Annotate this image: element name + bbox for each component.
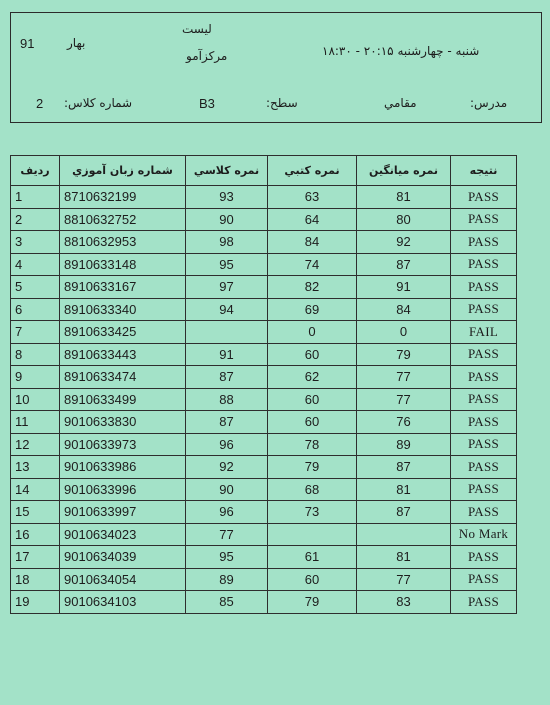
level-value: B3 <box>199 96 215 111</box>
result-cell: PASS <box>451 208 517 231</box>
table-body <box>11 186 517 614</box>
class-score-cell: 90 <box>186 208 268 231</box>
student-id-cell: 8910633148 <box>60 253 186 276</box>
written-score-cell <box>268 523 357 546</box>
row-number-cell: 1 <box>11 186 60 209</box>
header-average: نمره ميانگين <box>357 156 451 186</box>
table-row <box>11 276 517 299</box>
header-row-number: ردیف <box>11 156 60 186</box>
written-score-cell: 68 <box>268 478 357 501</box>
row-number-cell: 7 <box>11 321 60 344</box>
table-row <box>11 388 517 411</box>
table-row <box>11 591 517 614</box>
table-row <box>11 253 517 276</box>
year-value: 91 <box>20 36 35 51</box>
student-id-cell: 8910633499 <box>60 388 186 411</box>
scores-table <box>10 155 517 614</box>
row-number-cell: 16 <box>11 523 60 546</box>
student-id-cell: 9010634103 <box>60 591 186 614</box>
student-id-cell: 9010633986 <box>60 456 186 479</box>
class-score-cell: 95 <box>186 546 268 569</box>
table-row <box>11 343 517 366</box>
written-score-cell: 79 <box>268 591 357 614</box>
average-cell: 80 <box>357 208 451 231</box>
table-row <box>11 433 517 456</box>
written-score-cell: 84 <box>268 231 357 254</box>
header-result: نتيجه <box>451 156 517 186</box>
class-score-cell: 89 <box>186 568 268 591</box>
written-score-cell: 0 <box>268 321 357 344</box>
class-score-cell <box>186 321 268 344</box>
table-row <box>11 231 517 254</box>
class-score-cell: 90 <box>186 478 268 501</box>
row-number-cell: 8 <box>11 343 60 366</box>
table-row <box>11 501 517 524</box>
table-row <box>11 366 517 389</box>
result-cell: PASS <box>451 411 517 434</box>
result-cell: PASS <box>451 591 517 614</box>
student-id-cell: 9010633997 <box>60 501 186 524</box>
written-score-cell: 60 <box>268 388 357 411</box>
student-id-cell: 8910633340 <box>60 298 186 321</box>
student-id-cell: 9010634023 <box>60 523 186 546</box>
written-score-cell: 73 <box>268 501 357 524</box>
table-row <box>11 456 517 479</box>
average-cell: 81 <box>357 478 451 501</box>
list-label: لیست <box>182 22 212 36</box>
result-cell: PASS <box>451 478 517 501</box>
written-score-cell: 78 <box>268 433 357 456</box>
table-row <box>11 321 517 344</box>
result-cell: PASS <box>451 388 517 411</box>
row-number-cell: 3 <box>11 231 60 254</box>
student-id-cell: 8910633443 <box>60 343 186 366</box>
result-cell: PASS <box>451 366 517 389</box>
average-cell: 87 <box>357 501 451 524</box>
written-score-cell: 82 <box>268 276 357 299</box>
teacher-label: مدرس: <box>470 96 508 110</box>
average-cell: 76 <box>357 411 451 434</box>
table-row <box>11 523 517 546</box>
student-id-cell: 9010633830 <box>60 411 186 434</box>
class-score-cell: 97 <box>186 276 268 299</box>
written-score-cell: 60 <box>268 343 357 366</box>
class-score-cell: 96 <box>186 501 268 524</box>
row-number-cell: 2 <box>11 208 60 231</box>
written-score-cell: 61 <box>268 546 357 569</box>
result-cell: PASS <box>451 253 517 276</box>
row-number-cell: 14 <box>11 478 60 501</box>
student-id-cell: 9010633996 <box>60 478 186 501</box>
class-score-cell: 87 <box>186 411 268 434</box>
result-cell: FAIL <box>451 321 517 344</box>
average-cell: 77 <box>357 388 451 411</box>
average-cell: 89 <box>357 433 451 456</box>
row-number-cell: 6 <box>11 298 60 321</box>
table-row <box>11 546 517 569</box>
result-cell: PASS <box>451 433 517 456</box>
result-cell: PASS <box>451 546 517 569</box>
class-score-cell: 94 <box>186 298 268 321</box>
average-cell <box>357 523 451 546</box>
row-number-cell: 17 <box>11 546 60 569</box>
table-row <box>11 208 517 231</box>
student-id-cell: 9010633973 <box>60 433 186 456</box>
row-number-cell: 13 <box>11 456 60 479</box>
average-cell: 81 <box>357 186 451 209</box>
class-score-cell: 96 <box>186 433 268 456</box>
table-row <box>11 568 517 591</box>
table-row <box>11 411 517 434</box>
class-score-cell: 77 <box>186 523 268 546</box>
table-row <box>11 186 517 209</box>
row-number-cell: 18 <box>11 568 60 591</box>
header-student-id: شماره زبان آموزي <box>60 156 186 186</box>
row-number-cell: 9 <box>11 366 60 389</box>
student-id-cell: 8910633474 <box>60 366 186 389</box>
result-cell: PASS <box>451 501 517 524</box>
row-number-cell: 4 <box>11 253 60 276</box>
result-cell: PASS <box>451 276 517 299</box>
row-number-cell: 10 <box>11 388 60 411</box>
average-cell: 81 <box>357 546 451 569</box>
class-number-label: شماره کلاس: <box>64 96 133 110</box>
row-number-cell: 12 <box>11 433 60 456</box>
header-class-score: نمره کلاسي <box>186 156 268 186</box>
class-score-cell: 95 <box>186 253 268 276</box>
center-label: مرکزآمو <box>186 49 228 63</box>
written-score-cell: 63 <box>268 186 357 209</box>
class-score-cell: 92 <box>186 456 268 479</box>
row-number-cell: 5 <box>11 276 60 299</box>
table-header-row <box>11 156 517 186</box>
row-number-cell: 11 <box>11 411 60 434</box>
student-id-cell: 8810632752 <box>60 208 186 231</box>
header-written-score: نمره کتبي <box>268 156 357 186</box>
student-id-cell: 8910633167 <box>60 276 186 299</box>
class-score-cell: 93 <box>186 186 268 209</box>
student-id-cell: 9010634039 <box>60 546 186 569</box>
average-cell: 92 <box>357 231 451 254</box>
class-score-cell: 87 <box>186 366 268 389</box>
class-score-cell: 91 <box>186 343 268 366</box>
result-cell: PASS <box>451 456 517 479</box>
written-score-cell: 60 <box>268 411 357 434</box>
written-score-cell: 62 <box>268 366 357 389</box>
row-number-cell: 15 <box>11 501 60 524</box>
result-cell: PASS <box>451 568 517 591</box>
schedule-text: شنبه - چهارشنبه ۲۰:۱۵ - ۱۸:۳۰ <box>322 44 480 58</box>
student-id-cell: 9010634054 <box>60 568 186 591</box>
term-value: بهار <box>67 36 86 50</box>
class-score-cell: 98 <box>186 231 268 254</box>
level-label: سطح: <box>266 96 298 110</box>
result-cell: PASS <box>451 298 517 321</box>
average-cell: 87 <box>357 253 451 276</box>
student-id-cell: 8910633425 <box>60 321 186 344</box>
class-number-value: 2 <box>36 96 44 111</box>
written-score-cell: 64 <box>268 208 357 231</box>
student-id-cell: 8710632199 <box>60 186 186 209</box>
average-cell: 83 <box>357 591 451 614</box>
average-cell: 84 <box>357 298 451 321</box>
table-row <box>11 298 517 321</box>
average-cell: 79 <box>357 343 451 366</box>
average-cell: 91 <box>357 276 451 299</box>
result-cell: No Mark <box>451 523 517 546</box>
class-score-cell: 85 <box>186 591 268 614</box>
result-cell: PASS <box>451 343 517 366</box>
written-score-cell: 60 <box>268 568 357 591</box>
average-cell: 0 <box>357 321 451 344</box>
result-cell: PASS <box>451 186 517 209</box>
written-score-cell: 74 <box>268 253 357 276</box>
table-row <box>11 478 517 501</box>
class-score-cell: 88 <box>186 388 268 411</box>
student-id-cell: 8810632953 <box>60 231 186 254</box>
row-number-cell: 19 <box>11 591 60 614</box>
average-cell: 77 <box>357 568 451 591</box>
teacher-value: مقامي <box>384 96 417 110</box>
average-cell: 87 <box>357 456 451 479</box>
result-cell: PASS <box>451 231 517 254</box>
written-score-cell: 69 <box>268 298 357 321</box>
written-score-cell: 79 <box>268 456 357 479</box>
average-cell: 77 <box>357 366 451 389</box>
